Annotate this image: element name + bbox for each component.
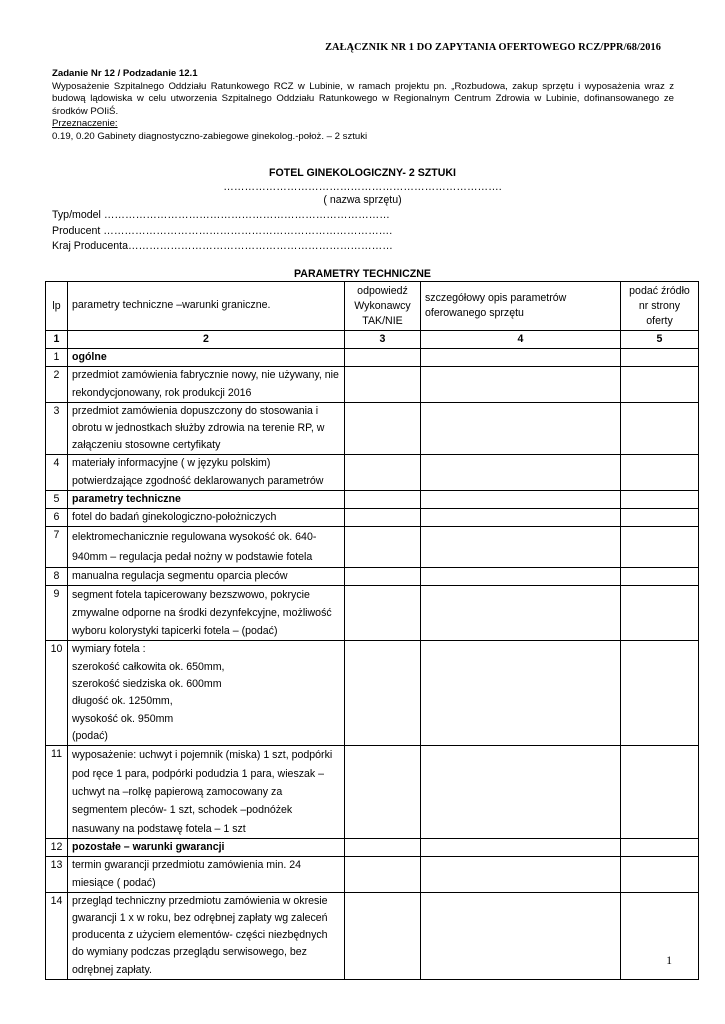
row-lp: 9: [46, 586, 68, 641]
header-answer: odpowiedź Wykonawcy TAK/NIE: [345, 282, 421, 331]
answer-cell[interactable]: [345, 857, 421, 892]
description-cell[interactable]: [421, 402, 621, 455]
answer-cell[interactable]: [345, 641, 421, 746]
source-cell[interactable]: [621, 586, 699, 641]
parameters-table: [45, 281, 699, 980]
description-cell[interactable]: [421, 455, 621, 490]
column-number: 5: [621, 331, 699, 349]
row-lp: 4: [46, 455, 68, 490]
row-parameter: wyposażenie: uchwyt i pojemnik (miska) 1 szt, podpórki pod ręce 1 para, podpórki podudzia 1 para, wieszak – uchwyt na –rolkę papierową zamocowany za segmentem pleców- 1 szt, schodek –podnóżek nasuwany na podstawę fotela – 1 szt: [68, 746, 345, 839]
intro-block: [52, 68, 674, 144]
task-number: Zadanie Nr 12 / Podzadanie 12.1: [52, 68, 198, 79]
header-source: podać źródło nr strony oferty: [621, 282, 699, 331]
row-parameter-line: szerokość całkowita ok. 650mm,: [72, 660, 225, 673]
source-cell[interactable]: [621, 839, 699, 857]
row-parameter: elektromechanicznie regulowana wysokość ok. 640-940mm – regulacja pedał nożny w podstawie fotela: [68, 527, 345, 568]
row-parameter: termin gwarancji przedmiotu zamówienia min. 24 miesiące ( podać): [68, 857, 345, 892]
row-lp: 14: [46, 892, 68, 979]
column-number: 4: [421, 331, 621, 349]
table-row: [46, 857, 699, 892]
row-lp: 8: [46, 568, 68, 586]
description-cell[interactable]: [421, 568, 621, 586]
answer-cell[interactable]: [345, 490, 421, 508]
table-row: [46, 892, 699, 979]
row-parameter-line: długość ok. 1250mm,: [72, 695, 173, 708]
row-parameter-line: wysokość ok. 950mm: [72, 712, 174, 725]
header-param: parametry techniczne –warunki graniczne.: [68, 282, 345, 331]
table-row: [46, 586, 699, 641]
row-parameter: manualna regulacja segmentu oparcia pleców: [68, 568, 345, 586]
section-row: [46, 839, 699, 857]
row-lp: 2: [46, 367, 68, 402]
answer-cell[interactable]: [345, 586, 421, 641]
source-cell[interactable]: [621, 746, 699, 839]
producer-field: Producent ……………………………………………………………………….: [52, 224, 393, 237]
description-cell[interactable]: [421, 349, 621, 367]
header-lp: lp: [46, 282, 68, 331]
table-row: [46, 746, 699, 839]
table-row: [46, 367, 699, 402]
section-row: [46, 490, 699, 508]
row-parameter-line: (podać): [72, 729, 108, 742]
table-header-row: [46, 282, 699, 331]
row-lp: 12: [46, 839, 68, 857]
source-cell[interactable]: [621, 892, 699, 979]
task-description: Wyposażenie Szpitalnego Oddziału Ratunkowego RCZ w Lubinie, w ramach projektu pn. „Rozbudowa, zakup sprzętu i wyposażenia wraz z budową lądowiska w celu utworzenia Szpitalnego Oddziału Ratunkowego w Regionalnym Centrum Zdrowia w Lubinie, dofinansowanego ze środków POIiŚ.: [52, 80, 674, 117]
row-parameter: przedmiot zamówienia dopuszczony do stosowania i obrotu w jednostkach służby zdrowia na terenie RP, w załączeniu stosowne certyfikaty: [68, 402, 345, 455]
column-number: 2: [68, 331, 345, 349]
row-lp: 11: [46, 746, 68, 839]
equipment-name-dots: …………………………………………………………………….: [223, 181, 502, 193]
answer-cell[interactable]: [345, 402, 421, 455]
table-row: [46, 509, 699, 527]
description-cell[interactable]: [421, 527, 621, 568]
table-row: [46, 402, 699, 455]
column-number: 3: [345, 331, 421, 349]
row-parameter: segment fotela tapicerowany bezszwowo, pokrycie zmywalne odporne na środki dezynfekcyjne, możliwość wyboru kolorystyki tapicerki fotela – (podać): [68, 586, 345, 641]
description-cell[interactable]: [421, 839, 621, 857]
answer-cell[interactable]: [345, 527, 421, 568]
equipment-fields: [52, 208, 393, 255]
answer-cell[interactable]: [345, 509, 421, 527]
row-parameter: przegląd techniczny przedmiotu zamówienia w okresie gwarancji 1 x w roku, bez odrębnej zapłaty wg zaleceń producenta z użyciem elementów- części niezbędnych do wymiany podczas przeglądu serwisowego, bez odrębnej zapłaty.: [68, 892, 345, 979]
equipment-name-label: ( nazwa sprzętu): [323, 194, 402, 206]
description-cell[interactable]: [421, 892, 621, 979]
column-number: 1: [46, 331, 68, 349]
row-parameter: materiały informacyjne ( w języku polskim) potwierdzające zgodność deklarowanych parametrów: [68, 455, 345, 490]
answer-cell[interactable]: [345, 839, 421, 857]
source-cell[interactable]: [621, 857, 699, 892]
source-cell[interactable]: [621, 402, 699, 455]
row-parameter: [68, 641, 345, 746]
page-number: 1: [666, 955, 672, 967]
parameters-title: PARAMETRY TECHNICZNE: [294, 268, 431, 280]
row-parameter: przedmiot zamówienia fabrycznie nowy, nie używany, nie rekondycjonowany, rok produkcji 2016: [68, 367, 345, 402]
country-field: Kraj Producenta…………………………………………………………………: [52, 240, 393, 252]
source-cell[interactable]: [621, 527, 699, 568]
attachment-header: ZAŁĄCZNIK NR 1 DO ZAPYTANIA OFERTOWEGO RCZ/PPR/68/2016: [325, 42, 661, 53]
description-cell[interactable]: [421, 641, 621, 746]
description-cell[interactable]: [421, 746, 621, 839]
answer-cell[interactable]: [345, 568, 421, 586]
row-parameter: pozostałe – warunki gwarancji: [68, 839, 345, 857]
answer-cell[interactable]: [345, 455, 421, 490]
column-number-row: [46, 331, 699, 349]
purpose-text: 0.19, 0.20 Gabinety diagnostyczno-zabiegowe ginekolog.-położ. – 2 sztuki: [52, 130, 368, 142]
row-lp: 10: [46, 641, 68, 746]
row-lp: 7: [46, 527, 68, 568]
section-row: [46, 349, 699, 367]
row-lp: 1: [46, 349, 68, 367]
row-parameter: ogólne: [68, 349, 345, 367]
answer-cell[interactable]: [345, 349, 421, 367]
description-cell[interactable]: [421, 367, 621, 402]
description-cell[interactable]: [421, 586, 621, 641]
table-row: [46, 455, 699, 490]
purpose-label: Przeznaczenie:: [52, 118, 118, 130]
table-row: [46, 568, 699, 586]
row-lp: 3: [46, 402, 68, 455]
table-row: [46, 641, 699, 746]
description-cell[interactable]: [421, 857, 621, 892]
row-lp: 5: [46, 490, 68, 508]
description-cell[interactable]: [421, 490, 621, 508]
source-cell[interactable]: [621, 641, 699, 746]
source-cell[interactable]: [621, 367, 699, 402]
row-parameter: fotel do badań ginekologiczno-położniczych: [68, 509, 345, 527]
table-row: [46, 527, 699, 568]
row-parameter: parametry techniczne: [68, 490, 345, 508]
row-lp: 6: [46, 509, 68, 527]
source-cell[interactable]: [621, 490, 699, 508]
row-parameter-line: szerokość siedziska ok. 600mm: [72, 678, 222, 691]
answer-cell[interactable]: [345, 746, 421, 839]
source-cell[interactable]: [621, 509, 699, 527]
source-cell[interactable]: [621, 568, 699, 586]
header-desc: szczegółowy opis parametrów oferowanego sprzętu: [421, 282, 621, 331]
source-cell[interactable]: [621, 349, 699, 367]
row-lp: 13: [46, 857, 68, 892]
source-cell[interactable]: [621, 455, 699, 490]
type-model-field: Typ/model ………………………………………………………………………: [52, 209, 390, 221]
row-parameter-line: wymiary fotela :: [72, 643, 146, 656]
answer-cell[interactable]: [345, 892, 421, 979]
description-cell[interactable]: [421, 509, 621, 527]
answer-cell[interactable]: [345, 367, 421, 402]
document-title: FOTEL GINEKOLOGICZNY- 2 SZTUKI: [269, 167, 456, 179]
